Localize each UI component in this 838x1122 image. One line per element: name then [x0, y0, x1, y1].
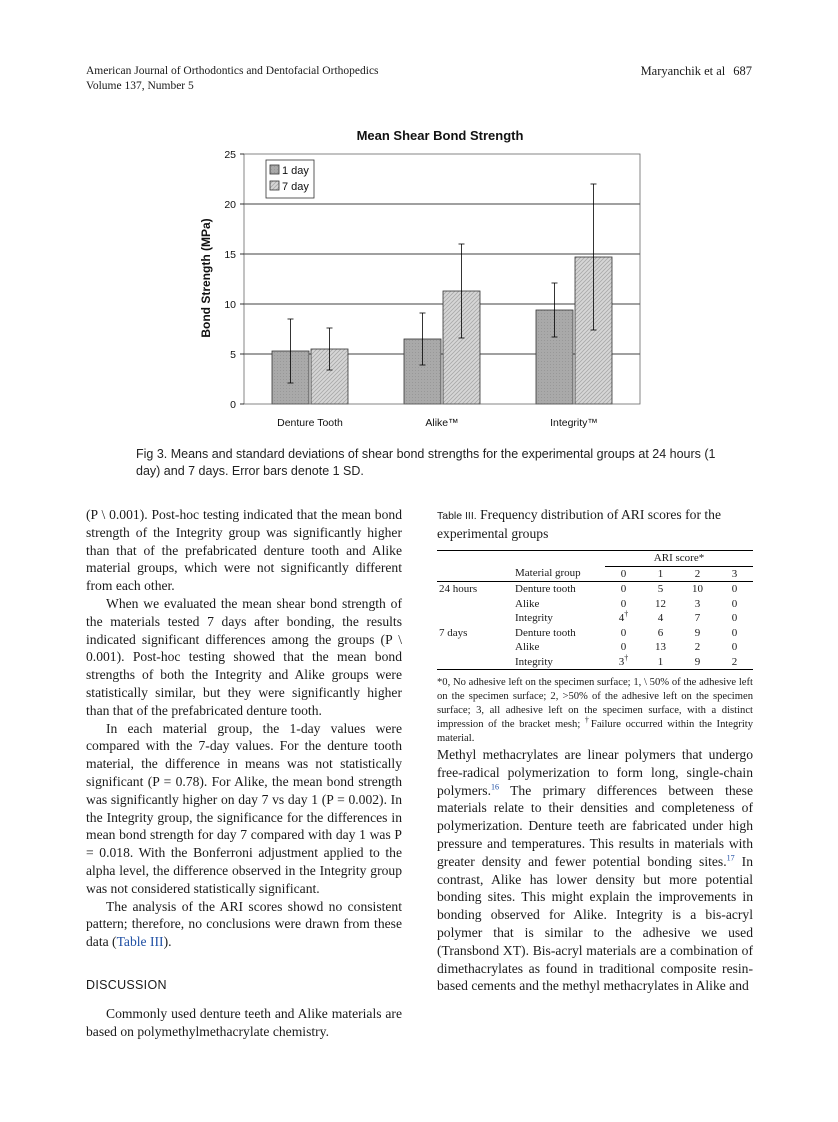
paragraph: When we evaluated the mean shear bond strength of the materials tested 7 days after bonding, the results indicated significant differences among the groups (P \ 0.001). Post-hoc testing showed that the mean bond strengths of both the Integrity and Alike groups were statistically similar, but they were significantly higher than that of the prefabricated denture tooth. — [86, 595, 402, 718]
chart-title: Mean Shear Bond Strength — [356, 128, 524, 143]
table-row — [437, 640, 753, 655]
table-cell: Alike — [515, 597, 540, 610]
authors: Maryanchik et al — [640, 64, 726, 78]
reference-17-link[interactable]: 17 — [726, 853, 735, 863]
y-tick-label: 10 — [224, 299, 236, 311]
ari-table — [437, 550, 753, 670]
table-cell — [605, 611, 642, 626]
table-col-header: 3 — [731, 567, 738, 580]
table-cell: 9 — [679, 655, 716, 670]
table-cell: 7 days — [439, 626, 468, 639]
footnote-text: *0, No adhesive left on the specimen surface; 1, \ 50% of the adhesive left on the specimen surface; 2, >50% of the adhesive left on the specimen surface; 3, all adhesive left on the specimen surface, with a distinct impression of the bracket mesh; — [437, 677, 753, 730]
table-cell: Denture tooth — [515, 626, 576, 639]
table-row — [437, 626, 753, 641]
table-col-header: 1 — [657, 567, 664, 580]
legend-label: 7 day — [282, 181, 309, 193]
table-cell: 0 — [731, 626, 738, 639]
table-title-text: Frequency distribution of ARI scores for the experimental groups — [437, 507, 721, 541]
bond-strength-chart — [190, 124, 660, 436]
paragraph: (P \ 0.001). Post-hoc testing indicated that the mean bond strength of the Integrity group was significantly higher than that of the prefabricated denture tooth and Alike material groups, which were not significantly different from each other. — [86, 507, 402, 594]
paragraph — [437, 746, 753, 995]
table-col-header: 0 — [620, 567, 627, 580]
dagger-mark: † — [624, 609, 629, 619]
y-tick-label: 25 — [224, 149, 236, 161]
figure-caption: Fig 3. Means and standard deviations of shear bond strengths for the experimental groups at 24 hours (1 day) and 7 days. Error bars denote 1 SD. — [136, 447, 716, 478]
table-cell: Integrity — [513, 655, 605, 670]
y-axis-label: Bond Strength (MPa) — [199, 218, 213, 338]
table-footnote — [437, 676, 753, 746]
y-tick-label: 15 — [224, 249, 236, 261]
table-cell: 3 — [694, 597, 701, 610]
legend-swatch — [270, 165, 279, 174]
cell-value: 4 — [618, 612, 625, 624]
dagger-mark: † — [584, 715, 591, 725]
table-cell: Integrity — [515, 612, 553, 624]
table-cell: 1 — [642, 655, 679, 670]
x-tick-label: Integrity™ — [550, 417, 598, 429]
table-cell: 2 — [716, 655, 753, 670]
right-column — [437, 506, 753, 995]
cell-value: 3 — [618, 655, 625, 668]
left-column — [86, 506, 402, 1040]
table-cell: 10 — [679, 582, 716, 597]
section-heading: DISCUSSION — [86, 977, 167, 992]
reference-16-link[interactable]: 16 — [491, 782, 499, 792]
table-row — [437, 611, 753, 626]
paragraph-text: Methyl methacrylates are linear polymers that undergo free-radical polymerization to form long, single-chain polymers. — [437, 747, 753, 798]
paragraph: In each material group, the 1-day values were compared with the 7-day values. For the denture tooth material, the difference in means was not statistically significant (P = 0.78). For Alike, the mean bond strength was significantly higher on day 7 vs day 1 (P = 0.002). In the Integrity group, the significance for the differences in mean bond strength for day 7 compared with day 1 was P = 0.018. With the Bonferroni adjustment applied to the alpha level, the difference observed in the Integrity group was not considered statistically significant. — [86, 720, 402, 896]
y-tick-label: 5 — [230, 349, 236, 361]
table-cell: 0 — [620, 597, 627, 610]
table-cell: 13 — [655, 641, 666, 653]
table-cell: 9 — [694, 626, 701, 639]
table-title — [437, 506, 753, 542]
paragraph-text: The primary differences between these materials relate to their densities and completeness of polymerization. Denture teeth are fabricated under high pressure and temperatures. This results in materials with greater density and fewer potential bonding sites. — [437, 782, 753, 869]
table-row — [437, 655, 753, 670]
footnote-dagger-text: Failure occurred within the Integrity material. — [437, 719, 754, 744]
chart-legend — [266, 160, 314, 198]
x-tick-label: Denture Tooth — [277, 417, 343, 429]
table-cell: Alike — [515, 641, 540, 653]
table-cell: 0 — [716, 582, 753, 597]
table-cell: Denture tooth — [513, 582, 605, 597]
legend-label: 1 day — [282, 165, 309, 177]
table-reference-link[interactable]: Table III — [116, 934, 164, 950]
paragraph: Commonly used denture teeth and Alike materials are based on polymethylmethacrylate chemistry. — [86, 1005, 402, 1039]
table-row — [437, 597, 753, 612]
table-col-header: Material group — [515, 567, 581, 580]
table-cell — [605, 652, 642, 670]
table-cell: 2 — [694, 641, 701, 653]
table-cell: 0 — [620, 641, 627, 653]
journal-name: American Journal of Orthodontics and Dentofacial Orthopedics — [86, 65, 379, 77]
paragraph-text-end: ). — [163, 934, 172, 950]
table-cell: 0 — [731, 641, 738, 653]
table-label: Table III. — [437, 510, 477, 522]
paragraph-text: In contrast, Alike has lower density but more potential bonding sites. This might explain the improvements in bonding observed for Alike. Integrity is a bis-acryl polymer that is similar to the adhesive we used (Transbond XT). Bis-acryl materials are a combination of dimethacrylates as found in traditional composite resin-based cements and the methyl methacrylates in Alike and — [437, 853, 753, 994]
paragraph — [86, 898, 402, 951]
table-cell: 0 — [731, 597, 738, 610]
table-cell: 0 — [620, 626, 627, 639]
table-col-header: 2 — [694, 567, 701, 580]
table-cell: 0 — [731, 612, 738, 624]
running-header-left — [86, 64, 379, 94]
table-cell: 7 — [694, 612, 701, 624]
table-cell: 6 — [657, 626, 664, 639]
journal-volume: Volume 137, Number 5 — [86, 80, 194, 92]
y-tick-label: 20 — [224, 199, 236, 211]
dagger-mark: † — [624, 652, 629, 662]
table-cell: 24 hours — [437, 582, 513, 597]
x-tick-label: Alike™ — [425, 417, 459, 429]
paragraph-text: The analysis of the ARI scores showd no consistent pattern; therefore, no conclusions were drawn from these data ( — [86, 898, 402, 950]
y-tick-label: 0 — [230, 399, 236, 411]
table-cell: 0 — [605, 582, 642, 597]
table-cell: 5 — [642, 582, 679, 597]
legend-swatch — [270, 181, 279, 190]
table-span-header: ARI score* — [605, 551, 753, 567]
table-cell: 4 — [657, 612, 664, 624]
page-number: 687 — [733, 64, 752, 78]
table-row — [437, 582, 753, 597]
running-header-right — [641, 64, 752, 79]
table-cell: 12 — [655, 597, 666, 610]
